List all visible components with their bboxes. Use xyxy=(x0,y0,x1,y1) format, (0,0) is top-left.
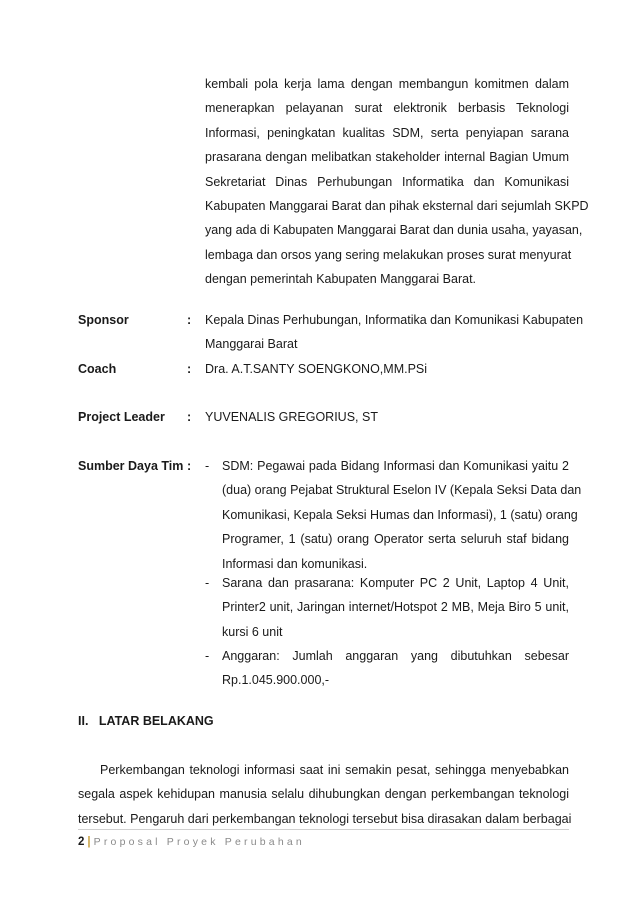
intro-line: Sekretariat Dinas Perhubungan Informatika dan Komunikasi xyxy=(205,174,569,189)
body-line: tersebut. Pengaruh dari perkembangan teknologi tersebut bisa dirasakan dalam berbagai xyxy=(78,811,572,826)
sponsor-value xyxy=(205,308,584,357)
sponsor-line: Kepala Dinas Perhubungan, Informatika dan Komunikasi Kabupaten xyxy=(205,313,584,327)
list-dash: - xyxy=(205,576,210,590)
intro-line: dengan pemerintah Kabupaten Manggarai Barat. xyxy=(205,272,477,287)
project-leader-label: Project Leader xyxy=(78,410,165,424)
page-footer xyxy=(78,836,305,848)
list-dash: - xyxy=(205,459,210,473)
list-item-anggaran xyxy=(222,644,569,693)
coach-colon: : xyxy=(187,362,192,376)
page-number: 2 xyxy=(78,836,85,848)
list-item-line: (dua) orang Pejabat Struktural Eselon IV (Kepala Seksi Data dan xyxy=(222,483,582,498)
intro-line: Kabupaten Manggarai Barat dan pihak eksternal dari sejumlah SKPD xyxy=(205,199,589,214)
intro-line: menerapkan pelayanan surat elektronik berbasis Teknologi xyxy=(205,101,569,116)
footer-title: Proposal Proyek Perubahan xyxy=(93,836,305,848)
sponsor-label: Sponsor xyxy=(78,313,129,327)
footer-separator: | xyxy=(87,836,91,848)
list-item-sarana xyxy=(222,571,569,644)
body-line: segala aspek kehidupan manusia selalu dihubungkan dengan perkembangan teknologi xyxy=(78,787,569,802)
sumber-daya-colon: : xyxy=(187,459,192,473)
sumber-daya-label: Sumber Daya Tim xyxy=(78,459,184,473)
section-heading xyxy=(78,714,214,728)
footer-divider xyxy=(78,829,569,830)
coach-name: Dra. A.T.SANTY SOENGKONO,MM.PSi xyxy=(205,362,428,376)
list-item-line: Anggaran: Jumlah anggaran yang dibutuhkan sebesar xyxy=(222,649,569,663)
intro-line: yang ada di Kabupaten Manggarai Barat dan dunia usaha, yayasan, xyxy=(205,223,583,238)
list-item-line: Informasi dan komunikasi. xyxy=(222,556,368,571)
list-item-line: Komunikasi, Kepala Seksi Humas dan Informasi), 1 (satu) orang xyxy=(222,507,578,522)
sponsor-colon: : xyxy=(187,313,192,327)
list-item-line: Sarana dan prasarana: Komputer PC 2 Unit, Laptop 4 Unit, xyxy=(222,576,569,590)
list-item-sdm xyxy=(222,454,582,576)
body-paragraph xyxy=(78,758,572,831)
section-number: II. xyxy=(78,714,89,728)
list-item-line: Programer, 1 (satu) orang Operator serta seluruh staf bidang xyxy=(222,532,569,547)
body-line: Perkembangan teknologi informasi saat ini semakin pesat, sehingga menyebabkan xyxy=(100,763,569,777)
project-leader-colon: : xyxy=(187,410,192,424)
list-item-line: kursi 6 unit xyxy=(222,624,283,639)
list-item-line: Printer2 unit, Jaringan internet/Hotspot 2 MB, Meja Biro 5 unit, xyxy=(222,600,569,615)
intro-line: Informasi, peningkatan kualitas SDM, serta penyiapan sarana xyxy=(205,125,569,140)
intro-line: lembaga dan orsos yang sering melakukan proses surat menyurat xyxy=(205,247,572,262)
intro-paragraph xyxy=(205,72,589,292)
coach-value xyxy=(205,357,569,381)
sponsor-line: Manggarai Barat xyxy=(205,337,298,352)
intro-line: prasarana dengan melibatkan stakeholder internal Bagian Umum xyxy=(205,150,569,165)
list-item-line: Rp.1.045.900.000,- xyxy=(222,673,330,688)
list-item-line: SDM: Pegawai pada Bidang Informasi dan Komunikasi yaitu 2 xyxy=(222,459,569,473)
project-leader-value xyxy=(205,405,569,429)
section-title: LATAR BELAKANG xyxy=(98,714,214,728)
intro-line: kembali pola kerja lama dengan membangun komitmen dalam xyxy=(205,77,569,91)
project-leader-name: YUVENALIS GREGORIUS, ST xyxy=(205,410,378,424)
coach-label: Coach xyxy=(78,362,117,376)
list-dash: - xyxy=(205,649,210,663)
